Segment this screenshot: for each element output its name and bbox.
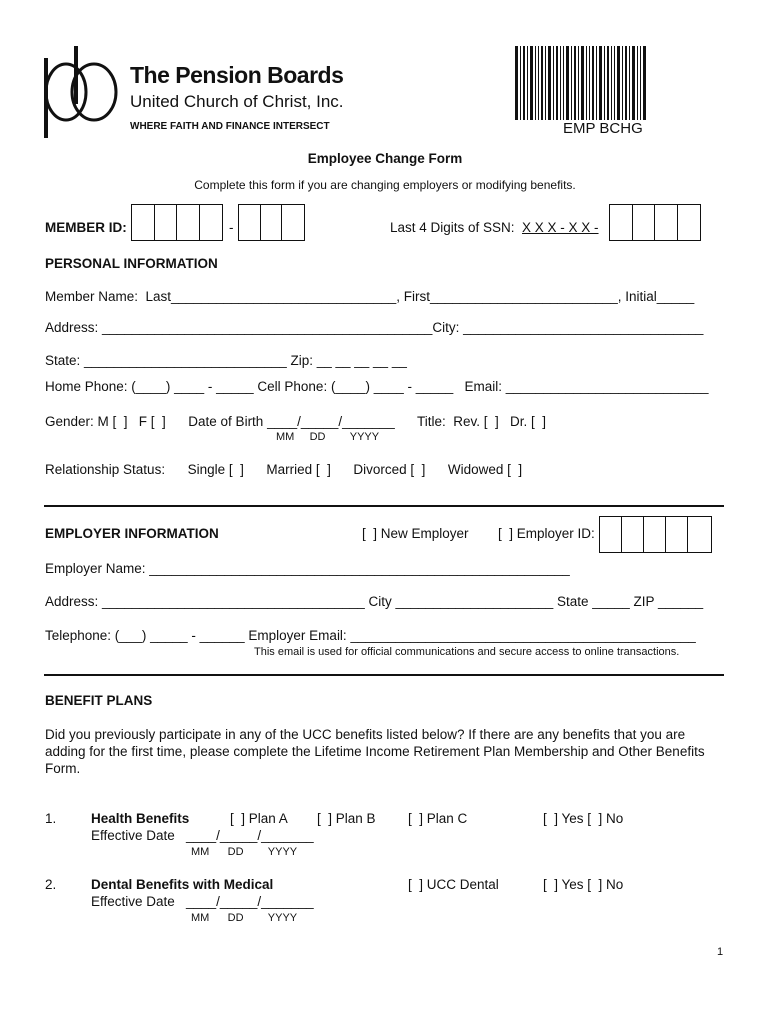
personal-heading: PERSONAL INFORMATION bbox=[45, 256, 218, 271]
section-divider bbox=[44, 674, 724, 676]
barcode-label: EMP BCHG bbox=[563, 120, 643, 137]
pension-boards-logo bbox=[42, 44, 122, 140]
health-benefits-label: Health Benefits bbox=[91, 811, 190, 826]
dob-format-hint: MM DD YYYY bbox=[276, 431, 380, 443]
benefit-item-number: 2. bbox=[45, 877, 57, 892]
dental-yes-no-checkbox[interactable]: [ ] Yes [ ] No bbox=[543, 877, 624, 892]
date-format-hint: MM DD YYYY bbox=[191, 846, 298, 858]
ssn-label: Last 4 Digits of SSN: bbox=[390, 220, 515, 235]
form-title: Employee Change Form bbox=[307, 151, 463, 166]
member-name-field[interactable]: Member Name: Last______________________________, First_________________________, Initial_____ bbox=[45, 289, 695, 304]
plan-c-checkbox[interactable]: [ ] Plan C bbox=[408, 811, 468, 826]
member-id-suffix-boxes[interactable] bbox=[238, 204, 305, 241]
benefits-intro-line: Form. bbox=[45, 761, 81, 776]
employer-name-field[interactable]: Employer Name: ________________________________________________________ bbox=[45, 561, 570, 576]
health-yes-no-checkbox[interactable]: [ ] Yes [ ] No bbox=[543, 811, 624, 826]
page-number: 1 bbox=[717, 946, 724, 958]
benefit-item-number: 1. bbox=[45, 811, 57, 826]
employer-phone-email-field[interactable]: Telephone: (___) _____ - ______ Employer Email: ______________________________________________ bbox=[45, 628, 696, 643]
ssn-last4-boxes[interactable] bbox=[609, 204, 701, 241]
benefits-intro-line: adding for the first time, please complete the Lifetime Income Retirement Plan Membership and Other Benefits bbox=[45, 744, 705, 759]
phone-email-field[interactable]: Home Phone: (____) ____ - _____ Cell Phone: (____) ____ - _____ Email: ___________________________ bbox=[45, 379, 709, 394]
benefits-intro-line: Did you previously participate in any of the UCC benefits listed below? If there are any benefits that you are bbox=[45, 727, 686, 742]
ssn-mask: X X X - X X - bbox=[522, 220, 599, 235]
section-divider bbox=[44, 505, 724, 507]
employer-id-boxes[interactable] bbox=[599, 516, 712, 553]
member-id-dash: - bbox=[229, 220, 234, 235]
form-subtitle: Complete this form if you are changing employers or modifying benefits. bbox=[194, 178, 576, 192]
email-usage-note: This email is used for official communications and secure access to online transactions. bbox=[254, 646, 680, 658]
health-effective-date-field[interactable]: Effective Date ____/_____/_______ bbox=[91, 828, 314, 843]
employer-heading: EMPLOYER INFORMATION bbox=[45, 526, 219, 541]
org-subname: United Church of Christ, Inc. bbox=[130, 92, 344, 111]
org-tagline: WHERE FAITH AND FINANCE INTERSECT bbox=[130, 121, 330, 132]
dental-effective-date-field[interactable]: Effective Date ____/_____/_______ bbox=[91, 894, 314, 909]
barcode bbox=[515, 46, 671, 120]
employer-address-field[interactable]: Address: ___________________________________ City _____________________ State _____ ZIP ______ bbox=[45, 594, 704, 609]
relationship-status-field[interactable]: Relationship Status: Single [ ] Married [ ] Divorced [ ] Widowed [ ] bbox=[45, 462, 523, 477]
date-format-hint: MM DD YYYY bbox=[191, 912, 298, 924]
member-id-boxes[interactable] bbox=[131, 204, 223, 241]
new-employer-checkbox[interactable]: [ ] New Employer bbox=[362, 526, 469, 541]
benefits-heading: BENEFIT PLANS bbox=[45, 693, 153, 708]
member-id-label: MEMBER ID: bbox=[45, 220, 127, 235]
plan-a-checkbox[interactable]: [ ] Plan A bbox=[230, 811, 288, 826]
address-field[interactable]: Address: ____________________________________________City: ________________________________ bbox=[45, 320, 704, 335]
ucc-dental-checkbox[interactable]: [ ] UCC Dental bbox=[408, 877, 499, 892]
plan-b-checkbox[interactable]: [ ] Plan B bbox=[317, 811, 376, 826]
org-name: The Pension Boards bbox=[130, 62, 344, 88]
employer-id-checkbox[interactable]: [ ] Employer ID: bbox=[498, 526, 595, 541]
dental-benefits-label: Dental Benefits with Medical bbox=[91, 877, 274, 892]
state-zip-field[interactable]: State: ___________________________ Zip: __ __ __ __ __ bbox=[45, 353, 407, 368]
gender-dob-title-field[interactable]: Gender: M [ ] F [ ] Date of Birth ____/_____/_______ Title: Rev. [ ] Dr. [ ] bbox=[45, 414, 546, 429]
